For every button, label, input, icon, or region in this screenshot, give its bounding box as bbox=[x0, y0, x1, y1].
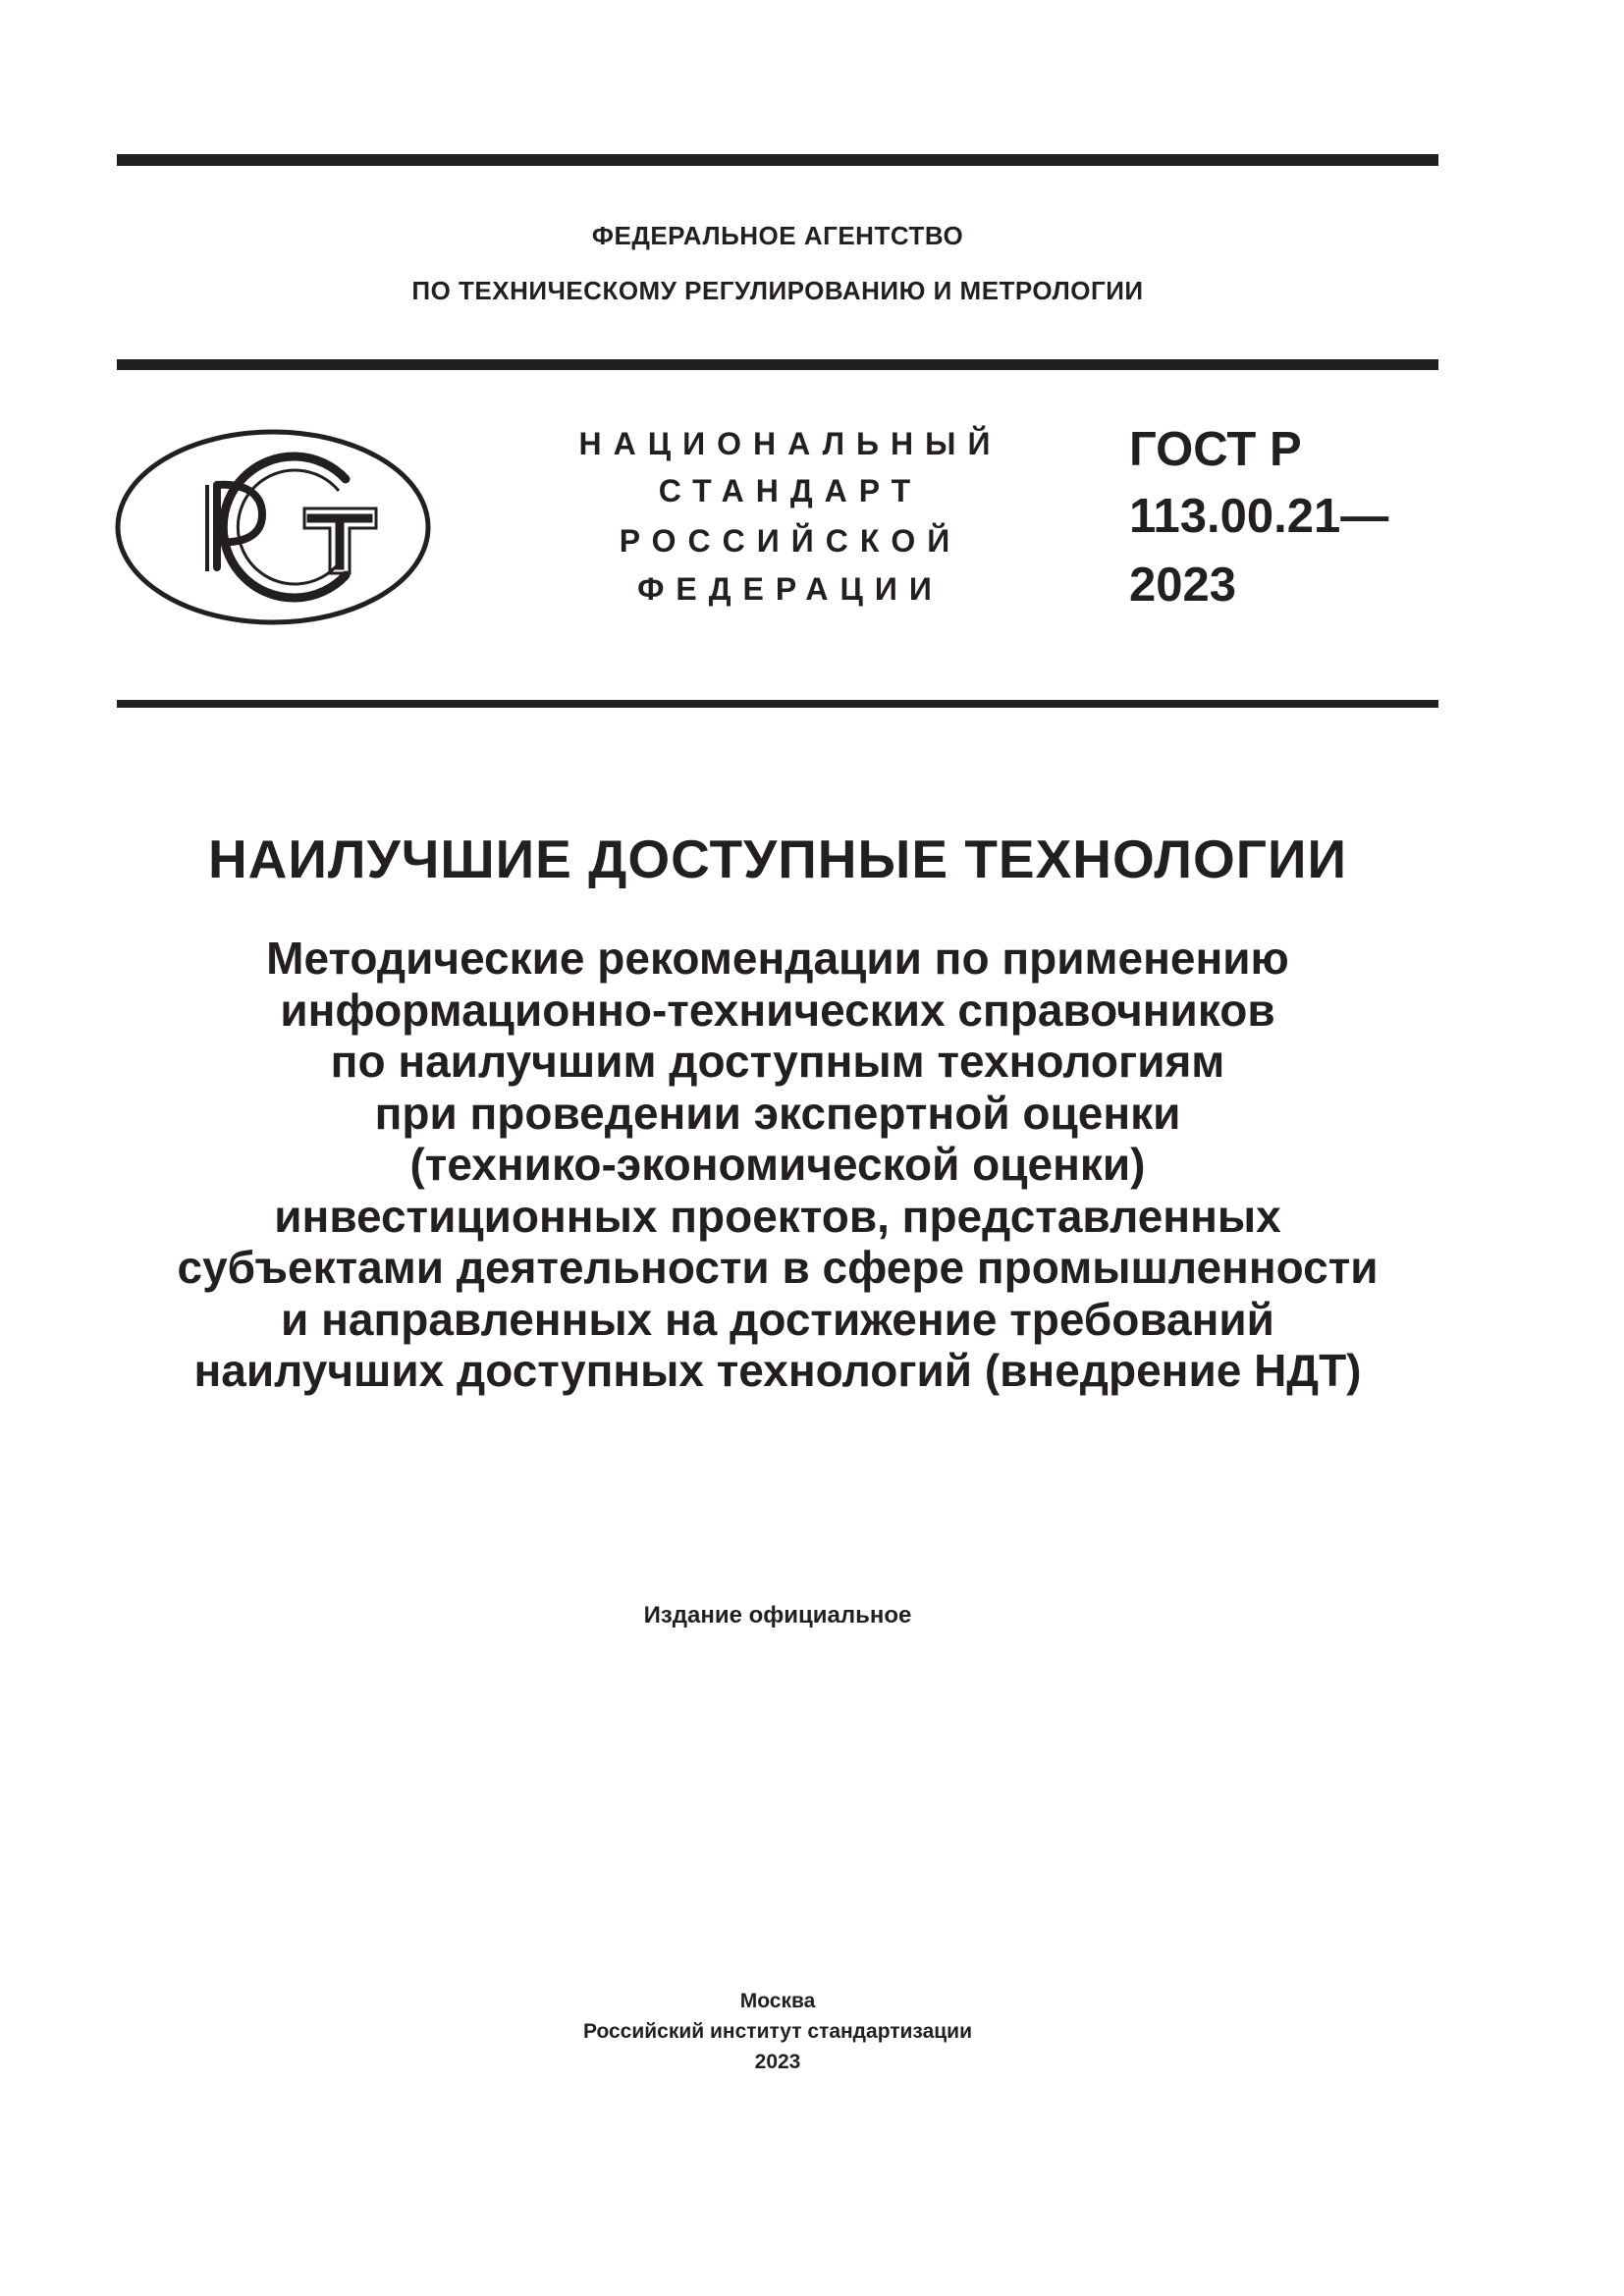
national-standard-line-2: СТАНДАРТ bbox=[658, 473, 923, 508]
national-standard-line-3: РОССИЙСКОЙ bbox=[619, 523, 962, 559]
subtitle-line: наилучших доступных технологий (внедрение НДТ) bbox=[193, 1345, 1362, 1396]
top-divider bbox=[117, 154, 1438, 166]
standard-block-divider bbox=[117, 700, 1438, 708]
imprint-publisher: Российский институт стандартизации bbox=[582, 2020, 973, 2043]
rst-logo-icon bbox=[115, 428, 431, 626]
subtitle-line: Методические рекомендации по применению bbox=[266, 933, 1289, 984]
agency-line-2: ПО ТЕХНИЧЕСКОМУ РЕГУЛИРОВАНИЮ И МЕТРОЛОГИИ bbox=[411, 276, 1144, 305]
edition-note: Издание официальное bbox=[643, 1602, 912, 1629]
gost-designation-line-3: 2023 bbox=[1129, 559, 1237, 612]
gost-designation-line-1: ГОСТ Р bbox=[1129, 423, 1302, 476]
subtitle-line: и направленных на достижение требований bbox=[281, 1293, 1274, 1345]
subtitle-line: по наилучшим доступным технологиям bbox=[330, 1036, 1225, 1087]
gost-designation-line-2: 113.00.21— bbox=[1129, 490, 1389, 543]
subtitle-line: при проведении экспертной оценки bbox=[374, 1087, 1181, 1139]
subtitle-line: инвестиционных проектов, представленных bbox=[274, 1190, 1281, 1242]
subtitle-line: (технико-экономической оценки) bbox=[409, 1139, 1146, 1190]
imprint-year: 2023 bbox=[754, 2051, 801, 2073]
national-standard-line-1: НАЦИОНАЛЬНЫЙ bbox=[578, 426, 1002, 461]
imprint-city: Москва bbox=[739, 1990, 816, 2012]
subtitle-line: информационно-технических справочников bbox=[280, 984, 1275, 1036]
document-subtitle bbox=[98, 933, 1457, 1397]
national-standard-line-4: ФЕДЕРАЦИИ bbox=[637, 571, 944, 607]
header-divider bbox=[117, 359, 1438, 370]
document-title: НАИЛУЧШИЕ ДОСТУПНЫЕ ТЕХНОЛОГИИ bbox=[207, 828, 1348, 889]
subtitle-line: субъектами деятельности в сфере промышленности bbox=[177, 1242, 1379, 1293]
agency-line-1: ФЕДЕРАЛЬНОЕ АГЕНТСТВО bbox=[591, 221, 964, 250]
